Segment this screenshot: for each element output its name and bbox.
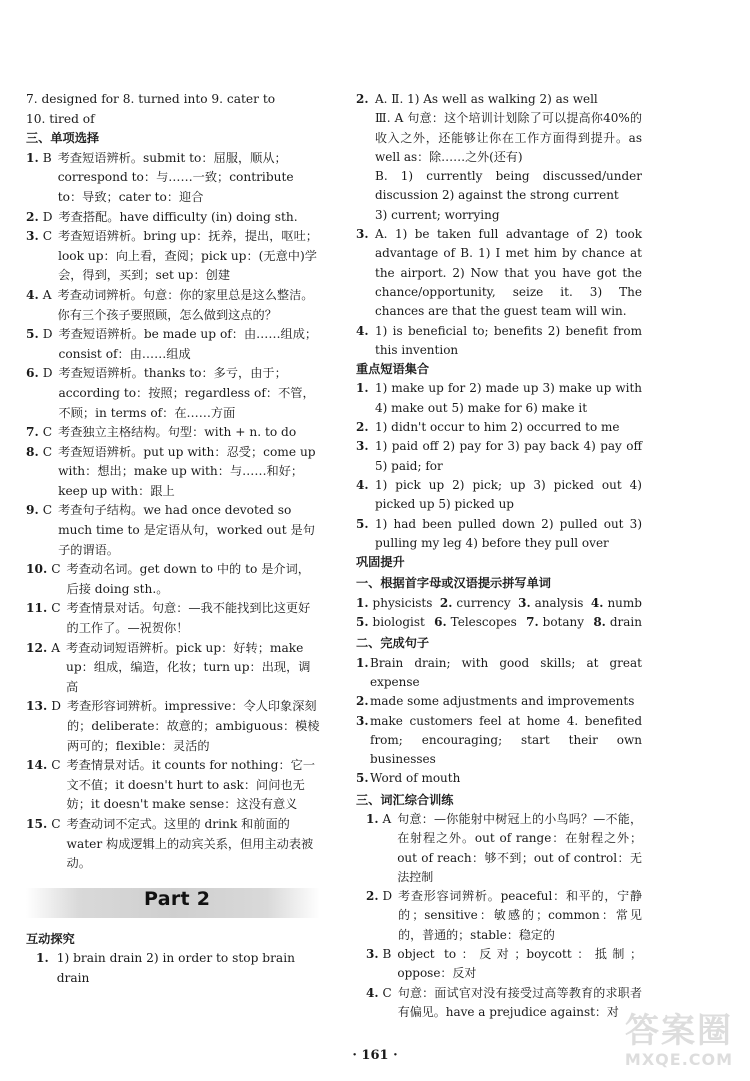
complete-item [356,692,642,711]
item-answer: D [382,889,393,904]
item-number: 1. [26,150,39,165]
spelling-word [526,613,584,632]
mc-item [26,756,320,815]
item-number: 3. [356,227,369,242]
item-answer: C [42,425,53,440]
item-number: 2. [356,420,369,435]
item-number: 6. [26,366,39,381]
word-text: physicists [372,595,433,610]
item-number: 5. [356,615,369,630]
item-answer: B [42,150,52,165]
word-text: drain [609,615,642,630]
item-explanation: 考查动词短语辨析。pick up：好转；make up：组成，编造，化妆；turn up：出现，调高 [66,640,311,694]
item-number: 2. [356,92,369,106]
item-text: 1) had been pulled down 2) pulled out 3) pulling my leg 4) before they pull over [375,516,642,550]
item-answer: A [382,811,392,826]
spelling-list [356,594,642,633]
spelling-word [593,613,642,632]
item-explanation: 考查短语辨析。thanks to：多亏，由于；according to：按照；regardless of：不管，不顾；in terms of：在……方面 [58,366,315,420]
item-number: 1. [366,811,379,826]
phrase-item [356,379,642,418]
vocab-item [356,945,642,984]
answer-item [356,206,642,225]
item-explanation: 考查句子结构。we had once devoted so much time to 是定语从句，worked out 是句子的谓语。 [58,503,315,557]
mc-item [26,149,320,208]
section-heading-phrases: 重点短语集合 [356,362,430,377]
word-text: numb [607,595,642,610]
item-text: 1) brain drain 2) in order to stop brain drain [56,951,295,985]
word-text: Telescopes [450,615,517,630]
mc-item [26,208,320,228]
part-title: Part 2 [144,887,211,910]
answer-item [356,167,642,206]
top-line: 10. tired of [26,111,95,126]
item-text: Brain drain; with good skills; at great expense [370,655,642,689]
page-number: · 161 · [352,1048,398,1063]
item-number: 8. [26,444,39,459]
phrase-item [356,515,642,554]
item-number: 3. [26,229,39,244]
item-number: 4. [366,985,379,1000]
word-text: currency [456,595,511,610]
item-answer: C [51,758,61,773]
subsection-complete: 二、完成句子 [356,636,430,651]
top-line: 7. designed for 8. turned into 9. cater to [26,92,276,106]
item-number: 1. [36,951,49,966]
spelling-word [440,594,511,613]
item-number [356,167,375,206]
mc-item [26,364,320,423]
word-text: biologist [372,615,425,630]
item-number: 7. [26,425,39,440]
subsection-spelling: 一、根据首字母或汉语提示拼写单词 [356,576,551,591]
item-number: 3. [366,947,379,962]
item-answer: C [51,562,61,577]
item-text: 1) is beneficial to; benefits 2) benefit from this invention [375,323,642,357]
item-number: 10. [26,562,48,577]
section-heading-interact: 互动探究 [26,931,75,946]
item-answer: B [382,947,392,962]
multiple-choice-list [26,149,320,874]
item-explanation: 考查独立主格结构。句型：with + n. to do [58,425,297,440]
item-answer: D [42,209,53,224]
mc-item [26,815,320,874]
complete-item [356,712,642,770]
word-text: botany [542,615,585,630]
answer-item [356,322,642,361]
item-explanation: 考查短语辨析。put up with：忍受；come up with：想出；make up with：与……和好；keep up with：跟上 [58,444,316,498]
item-text: 1) didn't occur to him 2) occurred to me [375,420,620,435]
item-text: 1) make up for 2) made up 3) make up with 4) make out 5) make for 6) make it [375,381,642,415]
item-answer: A [51,640,61,655]
phrase-list [356,379,642,553]
item-explanation: 句意：—你能射中树冠上的小鸟吗？—不能，在射程之外。out of range：在射程之外；out of reach：够不到；out of control：无法控制 [397,811,642,884]
item-number: 6. [434,615,447,630]
item-explanation: 考查情景对话。句意：—我不能找到比这更好的工作了。—祝贺你！ [66,601,311,636]
item-text: made some adjustments and improvements [370,694,635,709]
right-column [356,90,642,1022]
item-number: 4. [590,595,604,610]
vocab-list [356,810,642,1022]
item-answer: C [382,985,392,1000]
mc-item [26,443,320,502]
item-explanation: 考查情景对话。it counts for nothing：它一文不值；it doesn't hurt to ask：问问也无妨；it doesn't make sense：这没有意义 [66,758,316,812]
spelling-word [356,594,432,613]
spelling-line [356,613,642,632]
spelling-word [356,613,425,632]
item-number: 12. [26,640,48,655]
item-explanation: 考查动词辨析。句意：你的家里总是这么整洁。你有三个孩子要照顾，怎么做到这点的？ [57,287,314,322]
spelling-word [591,594,642,613]
item-number: 13. [26,699,48,714]
item-answer: C [42,229,53,244]
item-number: 1. [356,655,369,670]
mc-item [26,286,320,325]
item-number: 5. [26,327,39,342]
mc-item [26,423,320,443]
item-explanation: 考查形容词辨析。impressive：令人印象深刻的；deliberate：故意的；ambiguous：模棱两可的；flexible：灵活的 [67,699,320,753]
item-text: make customers feel at home 4. benefited from; encouraging; start their own businesses [370,713,642,767]
item-answer: D [42,327,53,342]
complete-item [356,769,642,788]
word-text: analysis [534,595,584,610]
item-text: B. 1) currently being discussed/under discussion 2) against the strong current [375,169,642,203]
item-number: 8. [593,615,606,630]
item-number: 7. [526,615,539,630]
part-banner [26,888,320,918]
item-text: Ⅲ. A 句意：这个培训计划除了可以提高你40%的收入之外，还能够让你在工作方面得到提升。as well as：除……之外(还有) [375,111,642,164]
item-number: 2. [26,209,39,224]
section-heading-multiple-choice: 三、单项选择 [26,131,100,146]
phrase-item [356,437,642,476]
interact-list [26,949,320,988]
item-number: 4. [26,287,39,302]
item-text: 1) pick up 2) pick; up 3) picked out 4) picked up 5) picked up [375,477,642,512]
item-explanation: 考查短语辨析。submit to：屈服，顺从；correspond to：与……一致；contribute to：导致；cater to：迎合 [57,150,294,204]
item-answer: D [51,699,61,714]
item-number: 2. [356,694,369,709]
vocab-item [356,810,642,887]
item-number: 3. [518,595,531,610]
item-number: 2. [366,889,379,904]
vocab-item [356,887,642,945]
item-text: A. 1) be taken full advantage of 2) took advantage of B. 1) I met him by chance at the airport. 2) Now that you have got the chance/opportunity, seize it. 3) The chances are that the guest team will win. [375,227,642,319]
item-number: 4. [356,477,369,492]
item-number: 4. [356,323,369,338]
section-heading-consolidate: 巩固提升 [356,555,405,570]
item-text: Word of mouth [370,771,461,786]
item-answer: D [42,366,53,381]
item-text: 1) paid off 2) pay for 3) pay back 4) pay off 5) paid; for [375,439,642,473]
item-number: 15. [26,816,48,831]
answers-list-a [356,90,642,360]
item-explanation: 考查动词不定式。这里的 drink 和前面的 water 构成逻辑上的动宾关系，但用主动表被动。 [66,816,314,871]
item-text: A. Ⅱ. 1) As well as walking 2) as well [375,92,598,106]
complete-list [356,654,642,789]
mc-item [26,325,320,364]
item-answer: C [42,444,53,459]
item-explanation: object to：反对；boycott：抵制；oppose：反对 [397,947,642,981]
item-number: 5. [356,771,369,786]
spelling-word [518,594,583,613]
item-number [356,206,375,225]
item-number: 14. [26,758,48,773]
complete-item [356,654,642,693]
spelling-word [434,613,517,632]
mc-item [26,697,320,756]
mc-item [26,227,320,286]
watermark-logo: 答案圈 MXQE.COM [624,1011,734,1069]
mc-item [26,599,320,638]
item-explanation: 句意：面试官对没有接受过高等教育的求职者有偏见。have a prejudice against：对 [397,985,642,1019]
item-number: 1. [356,595,369,610]
item-text: 3) current; worrying [375,207,500,222]
item-answer: C [51,816,61,831]
item-explanation: 考查短语辨析。be made up of：由……组成；consist of：由……组成 [58,327,318,361]
subsection-vocab: 三、词汇综合训练 [356,792,454,807]
phrase-item [356,418,642,437]
answer-item [356,90,642,109]
item-explanation: 考查搭配。have difficulty (in) doing sth. [58,209,298,224]
answer-item [356,225,642,321]
interact-item [26,949,320,988]
spelling-line [356,594,642,613]
item-explanation: 考查短语辨析。bring up：抚养，提出，呕吐；look up：向上看，查阅；pick up：(无意中)学会，得到，买到；set up：创建 [58,229,318,283]
item-number: 9. [26,503,39,518]
item-number: 5. [356,516,369,531]
item-number [356,109,375,167]
mc-item [26,639,320,698]
left-column [26,90,320,989]
item-explanation: 考查形容词辨析。peaceful：和平的，宁静的；sensitive：敏感的；common：常见的，普通的；stable：稳定的 [398,889,642,942]
phrase-item [356,476,642,515]
mc-item [26,560,320,599]
item-number: 11. [26,601,48,616]
item-answer: C [51,601,61,616]
item-number: 3. [356,439,369,454]
vocab-item [356,984,642,1023]
mc-item [26,501,320,560]
item-answer: A [42,287,52,302]
item-explanation: 考查动名词。get down to 中的 to 是介词，后接 doing sth.。 [66,562,310,596]
item-number: 3. [356,713,369,728]
item-number: 1. [356,381,369,396]
answer-item [356,109,642,167]
item-answer: C [42,503,53,518]
item-number: 2. [439,595,453,610]
